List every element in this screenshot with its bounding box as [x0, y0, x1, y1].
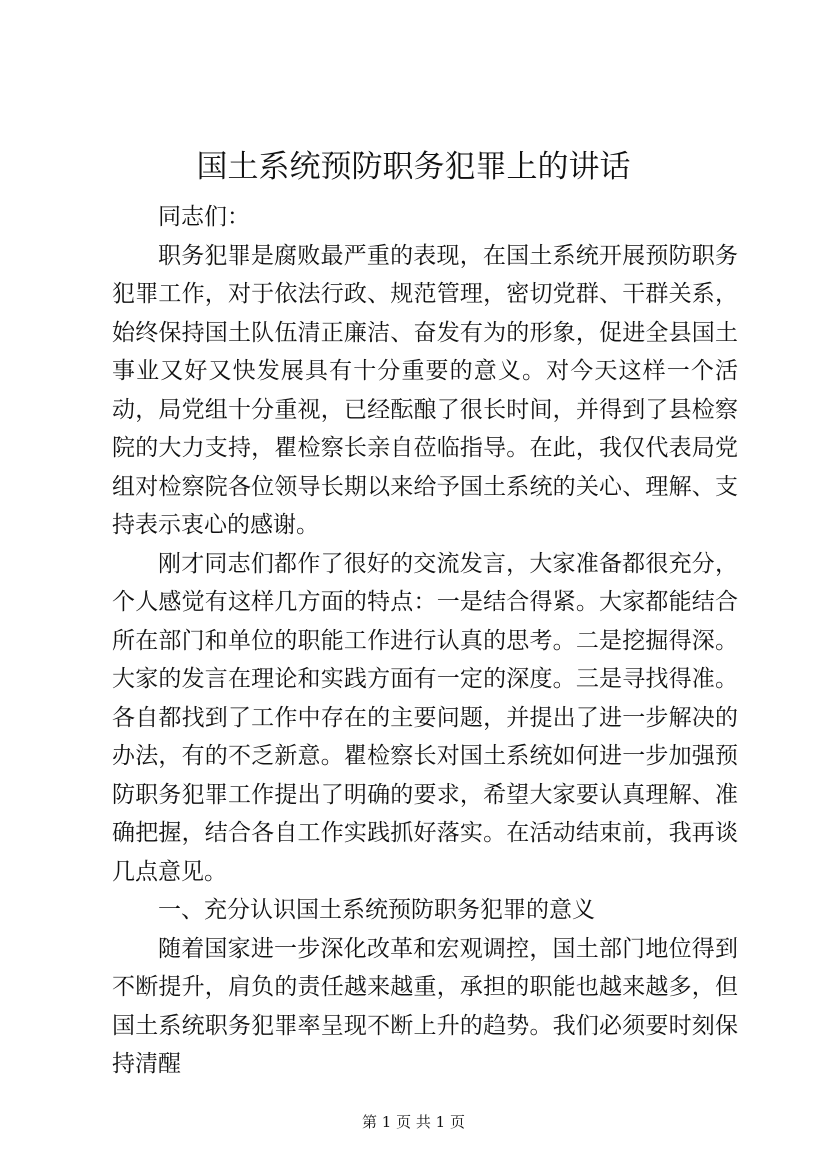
- salutation: 同志们：: [158, 204, 250, 230]
- document-title: 国土系统预防职务犯罪上的讲话: [196, 149, 631, 185]
- section-heading: 一、充分认识国土系统预防职务犯罪的意义: [158, 897, 595, 923]
- page-number-footer: 第 1 页 共 1 页: [362, 1113, 465, 1131]
- paragraph-3: 随着国家进一步深化改革和宏观调控，国土部门地位得到不断提升，肩负的责任越来越重，承担的职能也越来越多，但国土系统职务犯罪率呈现不断上升的趋势。我们必须要时刻保持清醒: [112, 935, 738, 1077]
- paragraph-2: 刚才同志们都作了很好的交流发言，大家准备都很充分，个人感觉有这样几方面的特点：一是结合得紧。大家都能结合所在部门和单位的职能工作进行认真的思考。二是挖掘得深。大家的发言在理论和实践方面有一定的深度。三是寻找得准。各自都找到了工作中存在的主要问题，并提出了进一步解决的办法，有的不乏新意。瞿检察长对国土系统如何进一步加强预防职务犯罪工作提出了明确的要求，希望大家要认真理解、准确把握，结合各自工作实践抓好落实。在活动结束前，我再谈几点意见。: [112, 550, 738, 885]
- paragraph-1: 职务犯罪是腐败最严重的表现，在国土系统开展预防职务犯罪工作，对于依法行政、规范管理，密切党群、干群关系，始终保持国土队伍清正廉洁、奋发有为的形象，促进全县国土事业又好又快发展具有十分重要的意义。对今天这样一个活动，局党组十分重视，已经酝酿了很长时间，并得到了县检察院的大力支持，瞿检察长亲自莅临指导。在此，我仅代表局党组对检察院各位领导长期以来给予国土系统的关心、理解、支持表示衷心的感谢。: [112, 242, 738, 538]
- document-body: [112, 198, 738, 1084]
